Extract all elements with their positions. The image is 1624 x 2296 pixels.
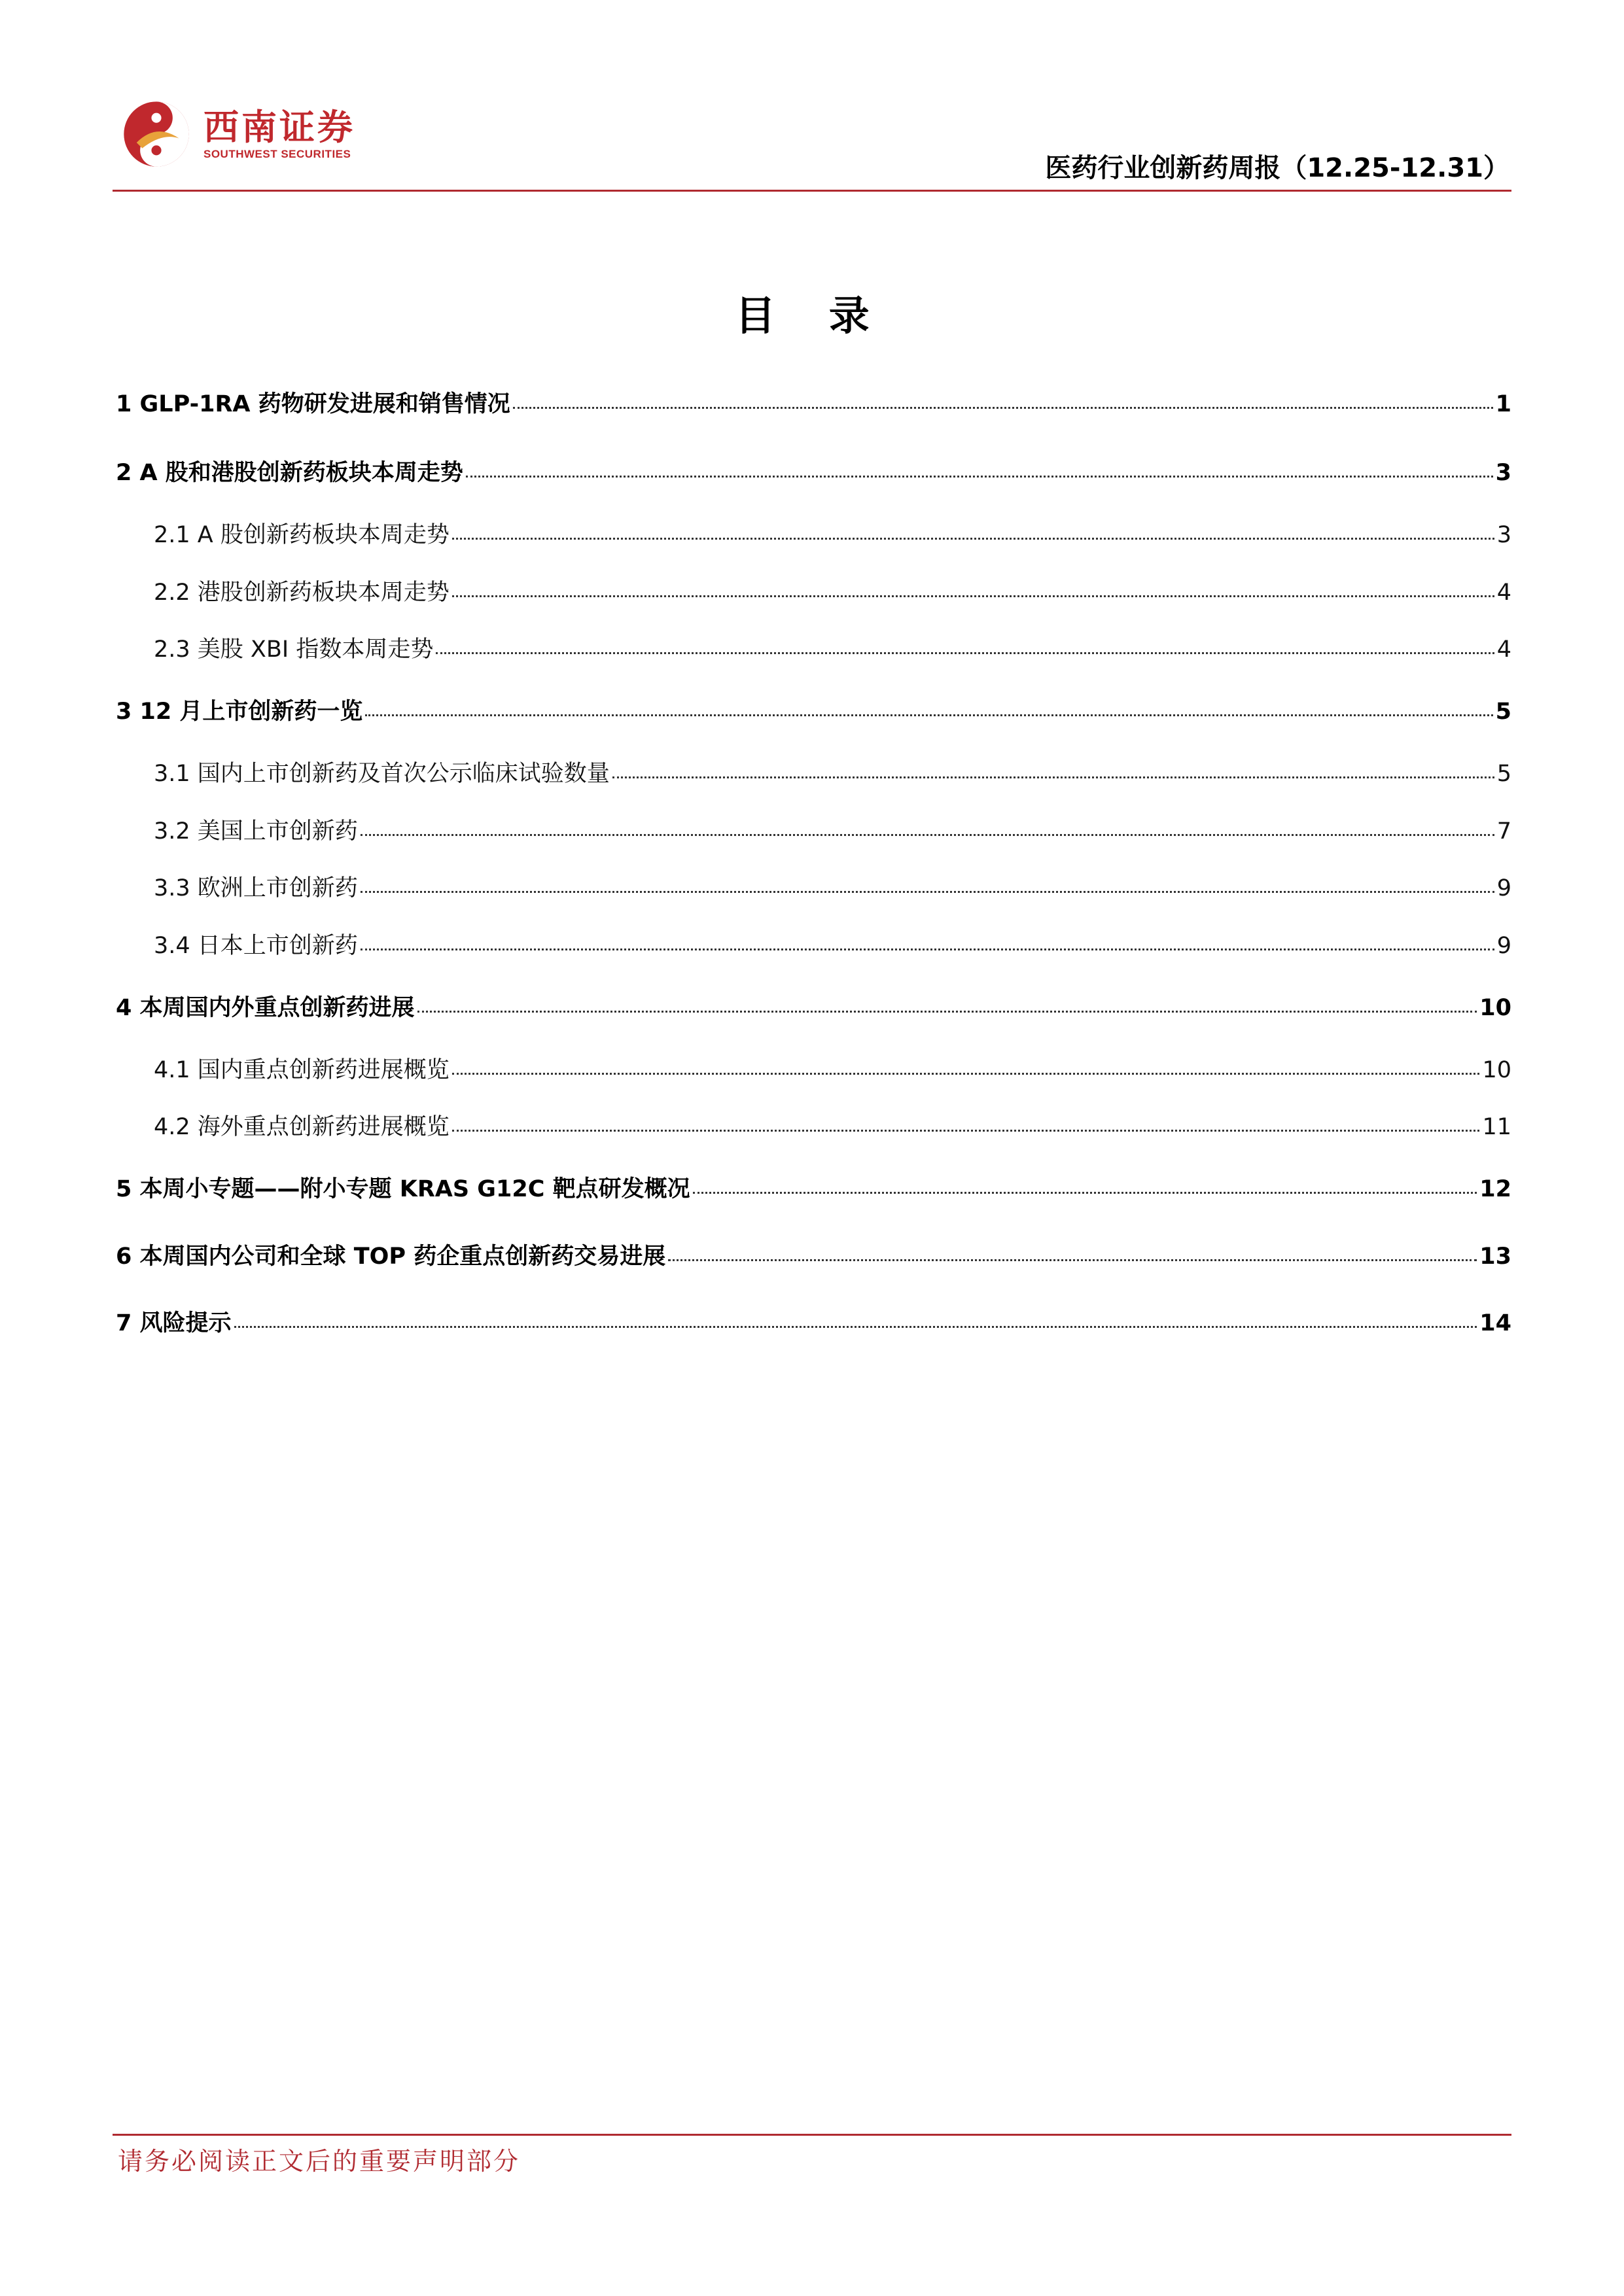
toc-subentry[interactable] (116, 631, 1511, 664)
toc-entry-page: 14 (1479, 1310, 1511, 1336)
toc-dot-leader (466, 476, 1493, 478)
toc-entry-label: 2.1 A 股创新药板块本周走势 (154, 522, 450, 548)
toc-dot-leader (612, 776, 1494, 778)
toc-entry-page: 3 (1496, 522, 1511, 548)
toc-entry-page: 4 (1496, 636, 1511, 663)
toc-entry-label: 5 本周小专题——附小专题 KRAS G12C 靶点研发概况 (116, 1176, 690, 1202)
report-title: 医药行业创新药周报（12.25-12.31） (1045, 153, 1509, 183)
toc-entry-label: 3.1 国内上市创新药及首次公示临床试验数量 (154, 761, 610, 787)
toc-dot-leader (513, 407, 1493, 409)
toc-entry-label: 4.2 海外重点创新药进展概览 (154, 1114, 450, 1140)
table-of-contents (116, 0, 1511, 1439)
toc-subentry[interactable] (116, 928, 1511, 960)
company-name-cn: 西南证券 (203, 106, 355, 148)
toc-entry-label: 1 GLP-1RA 药物研发进展和销售情况 (116, 391, 510, 417)
toc-dot-leader (417, 1011, 1477, 1013)
toc-entry-page: 12 (1479, 1176, 1511, 1202)
toc-dot-leader (361, 948, 1494, 950)
toc-dot-leader (452, 595, 1494, 597)
toc-entry-page: 5 (1495, 699, 1511, 725)
toc-entry-page: 13 (1479, 1244, 1511, 1270)
toc-entry-page: 11 (1482, 1114, 1511, 1140)
toc-entry-page: 10 (1482, 1057, 1511, 1083)
toc-dot-leader (693, 1192, 1477, 1194)
toc-subentry[interactable] (116, 517, 1511, 549)
toc-dot-leader (452, 1130, 1480, 1132)
toc-entry[interactable] (116, 990, 1511, 1022)
toc-subentry[interactable] (116, 1052, 1511, 1085)
toc-entry-page: 10 (1479, 995, 1511, 1021)
footer-divider (113, 2134, 1511, 2136)
toc-entry-label: 2 A 股和港股创新药板块本周走势 (116, 460, 463, 486)
toc-entry-label: 3 12 月上市创新药一览 (116, 699, 363, 725)
toc-entry[interactable] (116, 455, 1511, 487)
toc-entry[interactable] (116, 693, 1511, 726)
toc-entry-label: 3.4 日本上市创新药 (154, 933, 358, 959)
toc-entry-page: 5 (1496, 761, 1511, 787)
toc-dot-leader (668, 1259, 1477, 1261)
toc-entry-label: 6 本周国内公司和全球 TOP 药企重点创新药交易进展 (116, 1244, 666, 1270)
toc-entry[interactable] (116, 386, 1511, 419)
company-name-en: SOUTHWEST SECURITIES (203, 148, 351, 160)
toc-entry-page: 9 (1496, 933, 1511, 959)
toc-dot-leader (365, 714, 1492, 716)
toc-subentry[interactable] (116, 870, 1511, 903)
toc-entry-label: 4 本周国内外重点创新药进展 (116, 995, 415, 1021)
toc-entry-page: 4 (1496, 580, 1511, 606)
toc-entry-label: 7 风险提示 (116, 1310, 232, 1336)
toc-subentry[interactable] (116, 1109, 1511, 1141)
toc-entry-label: 3.3 欧洲上市创新药 (154, 875, 358, 901)
toc-subentry[interactable] (116, 813, 1511, 846)
toc-dot-leader (452, 1073, 1480, 1075)
footer-disclaimer-notice: 请务必阅读正文后的重要声明部分 (118, 2147, 521, 2176)
toc-dot-leader (234, 1326, 1477, 1328)
toc-dot-leader (361, 891, 1494, 893)
toc-entry-page: 9 (1496, 875, 1511, 901)
toc-entry[interactable] (116, 1238, 1511, 1271)
toc-subentry[interactable] (116, 756, 1511, 788)
toc-subentry[interactable] (116, 574, 1511, 607)
toc-entry-label: 2.3 美股 XBI 指数本周走势 (154, 636, 434, 663)
toc-entry-page: 3 (1495, 460, 1511, 486)
toc-entry-label: 2.2 港股创新药板块本周走势 (154, 580, 450, 606)
toc-dot-leader (361, 834, 1494, 836)
toc-entry-page: 7 (1496, 818, 1511, 844)
toc-dot-leader (452, 538, 1494, 540)
toc-entry[interactable] (116, 1171, 1511, 1204)
toc-entry-page: 1 (1495, 391, 1511, 417)
toc-entry-label: 3.2 美国上市创新药 (154, 818, 358, 844)
toc-heading: 目 录 (735, 292, 889, 339)
toc-dot-leader (436, 652, 1494, 654)
toc-entry-label: 4.1 国内重点创新药进展概览 (154, 1057, 450, 1083)
toc-entry[interactable] (116, 1305, 1511, 1338)
